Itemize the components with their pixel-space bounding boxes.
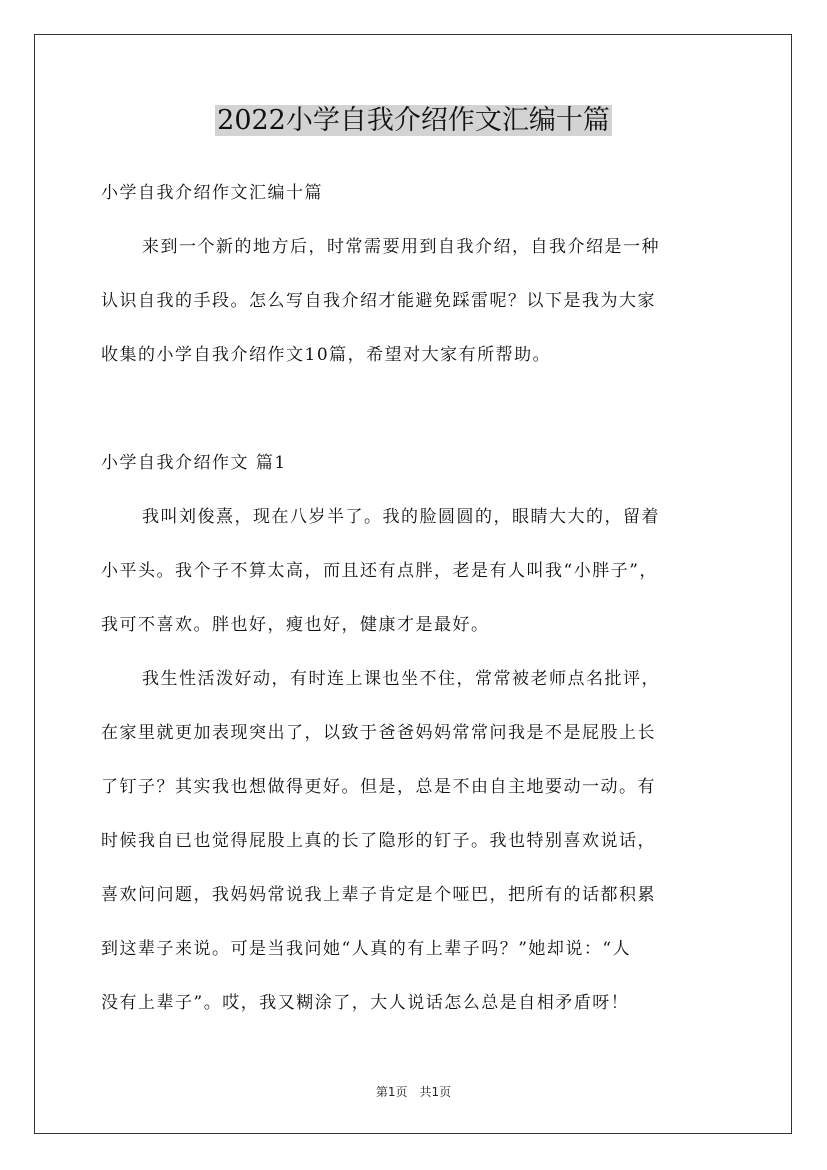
text-line: 我可不喜欢。胖也好，瘦也好，健康才是最好。: [101, 615, 490, 635]
text-line: 收集的小学自我介绍作文10篇，希望对大家有所帮助。: [101, 345, 552, 365]
page-total: 共1页: [419, 1085, 452, 1099]
text-line: 在家里就更加表现突出了，以致于爸爸妈妈常常问我是不是屁股上长: [101, 723, 656, 743]
text-line: 到这辈子来说。可是当我问她“人真的有上辈子吗？”她却说：“人: [101, 939, 632, 959]
text-line: 认识自我的手段。怎么写自我介绍才能避免踩雷呢？以下是我为大家: [101, 291, 656, 311]
intro-paragraph: [101, 220, 729, 382]
text-line: 了钉子？其实我也想做得更好。但是，总是不由自主地要动一动。有: [101, 777, 656, 797]
paragraph-gap: [101, 382, 729, 436]
subtitle: 小学自我介绍作文汇编十篇: [101, 183, 323, 203]
document-title-text: 2022小学自我介绍作文汇编十篇: [217, 105, 610, 136]
section1-paragraph-2: [101, 652, 729, 1030]
section1-paragraph-1: [101, 490, 729, 652]
text-line: 来到一个新的地方后，时常需要用到自我介绍，自我介绍是一种: [142, 237, 660, 257]
text-line: 没有上辈子”。哎，我又糊涂了，大人说话怎么总是自相矛盾呀！: [101, 993, 630, 1013]
document-title: [0, 100, 827, 142]
text-line: 喜欢问问题，我妈妈常说我上辈子肯定是个哑巴，把所有的话都积累: [101, 885, 656, 905]
text-line: 我生性活泼好动，有时连上课也坐不住，常常被老师点名批评，: [142, 669, 660, 689]
page-footer: [0, 1083, 827, 1101]
text-line: 时候我自已也觉得屁股上真的长了隐形的钉子。我也特别喜欢说话，: [101, 831, 656, 851]
page-number: 第1页: [375, 1085, 408, 1099]
text-line: 小平头。我个子不算太高，而且还有点胖，老是有人叫我“小胖子”，: [101, 561, 658, 581]
section-heading: 小学自我介绍作文 篇1: [101, 453, 287, 473]
document-body: [101, 166, 729, 1030]
text-line: 我叫刘俊熹，现在八岁半了。我的脸圆圆的，眼睛大大的，留着: [142, 507, 660, 527]
